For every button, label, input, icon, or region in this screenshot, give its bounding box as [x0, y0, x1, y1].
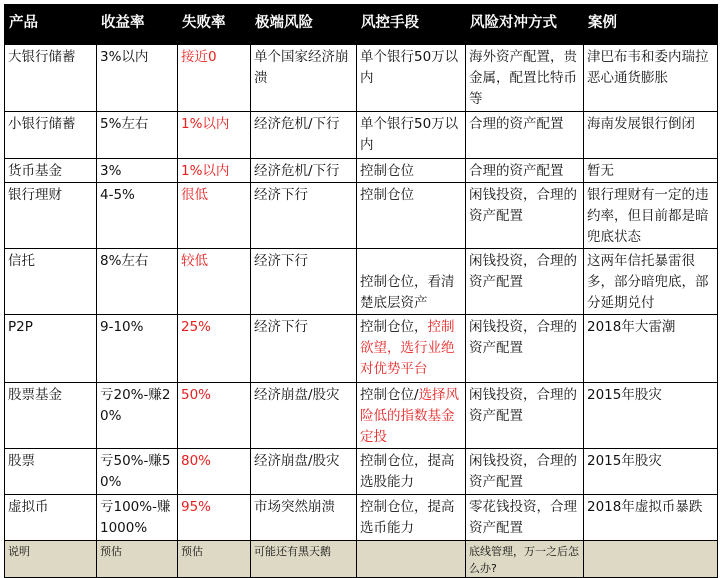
cell-case: 2018年虚拟币暴跌 [584, 495, 718, 541]
cell-product: P2P [5, 315, 97, 383]
header-product: 产品 [5, 5, 97, 45]
footer-yield: 预估 [97, 541, 178, 578]
cell-extreme-risk: 单个国家经济崩溃 [251, 45, 357, 112]
table-row [5, 495, 718, 541]
cell-hedge: 闲钱投资，合理的资产配置 [466, 383, 584, 449]
cell-yield: 5%左右 [97, 112, 178, 159]
footer-extreme-risk: 可能还有黑天鹅 [251, 541, 357, 578]
header-fail-rate: 失败率 [178, 5, 251, 45]
cell-hedge: 闲钱投资，合理的资产配置 [466, 449, 584, 495]
footer-risk-control [357, 541, 466, 578]
cell-extreme-risk: 经济下行 [251, 315, 357, 383]
control-highlight: 控制欲望，选行业绝对优势平台 [360, 319, 455, 377]
cell-case: 津巴布韦和委内瑞拉恶心通货膨胀 [584, 45, 718, 112]
table-row [5, 112, 718, 159]
control-text: 控制仓位， [360, 319, 428, 335]
table-row [5, 315, 718, 383]
header-yield: 收益率 [97, 5, 178, 45]
header-extreme-risk: 极端风险 [251, 5, 357, 45]
cell-case: 2015年股灾 [584, 449, 718, 495]
control-text: 单个银行50万以内 [360, 116, 459, 153]
cell-extreme-risk: 经济崩盘/股灾 [251, 449, 357, 495]
cell-case: 2015年股灾 [584, 383, 718, 449]
risk-table-container [4, 4, 718, 578]
table-footer [5, 541, 718, 578]
cell-extreme-risk: 经济下行 [251, 183, 357, 249]
cell-fail-rate: 1%以内 [178, 159, 251, 183]
cell-product: 信托 [5, 249, 97, 315]
cell-fail-rate: 较低 [178, 249, 251, 315]
cell-product: 银行理财 [5, 183, 97, 249]
cell-hedge: 合理的资产配置 [466, 112, 584, 159]
cell-risk-control [357, 383, 466, 449]
cell-yield: 8%左右 [97, 249, 178, 315]
cell-product: 大银行储蓄 [5, 45, 97, 112]
cell-product: 股票基金 [5, 383, 97, 449]
cell-fail-rate: 很低 [178, 183, 251, 249]
cell-yield: 4-5% [97, 183, 178, 249]
cell-risk-control [357, 45, 466, 112]
cell-hedge: 闲钱投资，合理的资产配置 [466, 315, 584, 383]
table-row [5, 383, 718, 449]
cell-risk-control [357, 449, 466, 495]
cell-hedge: 闲钱投资，合理的资产配置 [466, 249, 584, 315]
control-text: 单个银行50万以内 [360, 49, 459, 86]
cell-risk-control [357, 495, 466, 541]
cell-hedge: 合理的资产配置 [466, 159, 584, 183]
cell-case: 银行理财有一定的违约率，但目前都是暗兜底状态 [584, 183, 718, 249]
control-text: 控制仓位 [360, 163, 414, 179]
control-text: 控制仓位，提高选股能力 [360, 453, 455, 490]
footer-case [584, 541, 718, 578]
cell-case: 这两年信托暴雷很多，部分暗兜底，部分延期兑付 [584, 249, 718, 315]
cell-yield: 亏100%-赚1000% [97, 495, 178, 541]
cell-extreme-risk: 经济危机/下行 [251, 112, 357, 159]
table-header [5, 5, 718, 45]
cell-hedge: 闲钱投资，合理的资产配置 [466, 183, 584, 249]
table-row [5, 45, 718, 112]
control-text: 控制仓位 [360, 187, 414, 203]
header-risk-control: 风控手段 [357, 5, 466, 45]
table-row [5, 449, 718, 495]
header-row [5, 5, 718, 45]
footer-product: 说明 [5, 541, 97, 578]
cell-yield: 亏20%-赚20% [97, 383, 178, 449]
cell-yield: 9-10% [97, 315, 178, 383]
cell-product: 小银行储蓄 [5, 112, 97, 159]
cell-risk-control [357, 112, 466, 159]
cell-fail-rate: 80% [178, 449, 251, 495]
cell-yield: 亏50%-赚50% [97, 449, 178, 495]
control-text: 控制仓位，看清楚底层资产 [360, 274, 455, 311]
investment-risk-table [4, 4, 718, 578]
header-case: 案例 [584, 5, 718, 45]
cell-yield: 3% [97, 159, 178, 183]
footer-fail-rate: 预估 [178, 541, 251, 578]
cell-fail-rate: 50% [178, 383, 251, 449]
table-row [5, 183, 718, 249]
cell-fail-rate: 25% [178, 315, 251, 383]
cell-extreme-risk: 经济下行 [251, 249, 357, 315]
header-hedge: 风险对冲方式 [466, 5, 584, 45]
table-body [5, 45, 718, 541]
cell-extreme-risk: 经济危机/下行 [251, 159, 357, 183]
cell-risk-control [357, 159, 466, 183]
cell-hedge: 零花钱投资，合理资产配置 [466, 495, 584, 541]
cell-yield: 3%以内 [97, 45, 178, 112]
cell-extreme-risk: 经济崩盘/股灾 [251, 383, 357, 449]
cell-fail-rate: 1%以内 [178, 112, 251, 159]
control-text: 控制仓位，提高选币能力 [360, 499, 455, 536]
cell-case: 暂无 [584, 159, 718, 183]
blank-line [360, 251, 462, 272]
cell-case: 2018年大雷潮 [584, 315, 718, 383]
cell-extreme-risk: 市场突然崩溃 [251, 495, 357, 541]
cell-product: 货币基金 [5, 159, 97, 183]
cell-hedge: 海外资产配置，贵金属，配置比特币等 [466, 45, 584, 112]
cell-case: 海南发展银行倒闭 [584, 112, 718, 159]
cell-risk-control [357, 183, 466, 249]
footer-hedge: 底线管理，万一之后怎么办? [466, 541, 584, 578]
cell-risk-control [357, 249, 466, 315]
footer-row [5, 541, 718, 578]
cell-product: 虚拟币 [5, 495, 97, 541]
cell-fail-rate: 95% [178, 495, 251, 541]
cell-product: 股票 [5, 449, 97, 495]
cell-fail-rate: 接近0 [178, 45, 251, 112]
table-row [5, 249, 718, 315]
table-row [5, 159, 718, 183]
cell-risk-control [357, 315, 466, 383]
control-text: 控制仓位/ [360, 387, 419, 403]
control-highlight: 选择风险低的指数基金定投 [360, 387, 460, 445]
